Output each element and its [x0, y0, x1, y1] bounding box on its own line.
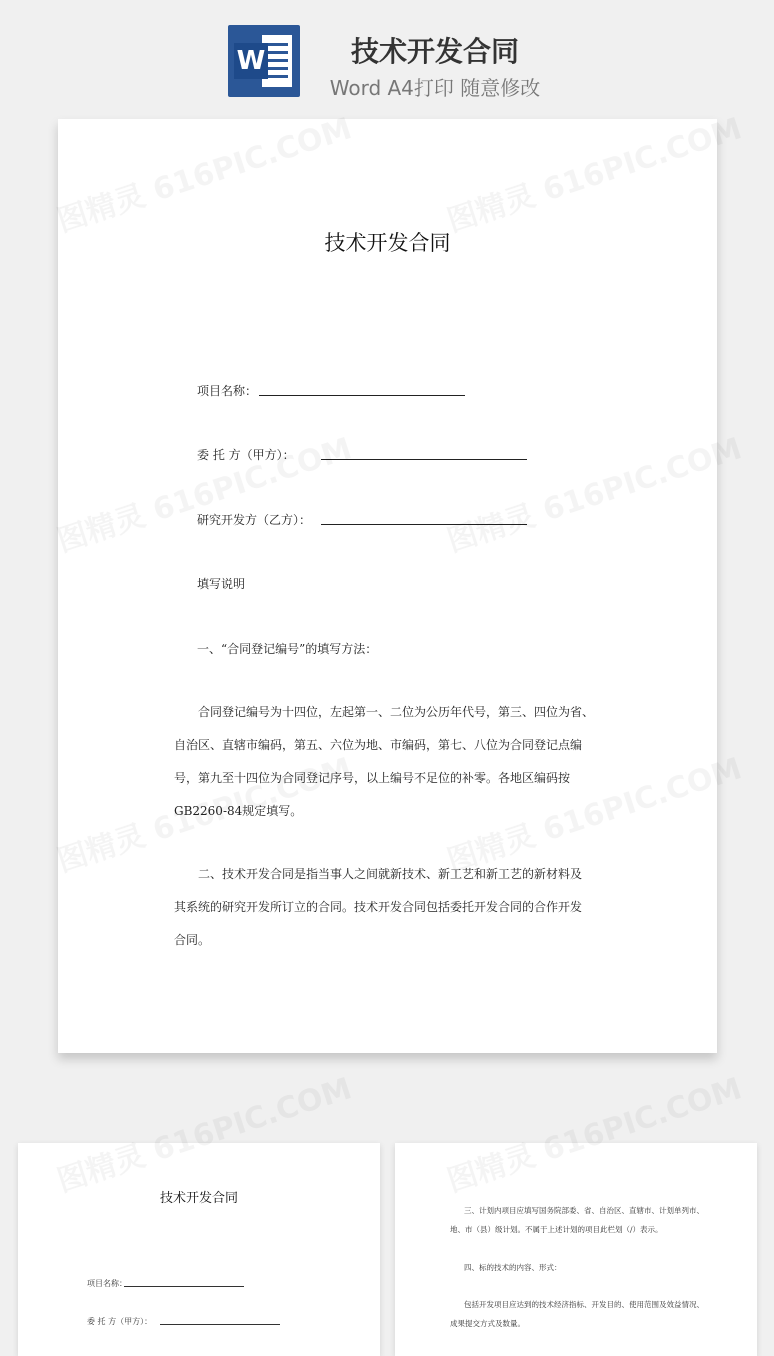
thumbnail-section4-heading: 四、标的技术的内容、形式： [464, 1263, 562, 1272]
word-document-icon [228, 25, 300, 97]
thumbnail-project-name-label: 项目名称： [87, 1279, 127, 1288]
thumbnail-title: 技术开发合同 [159, 1191, 238, 1206]
thumbnail-paragraph [450, 1295, 710, 1333]
document-line-shape [266, 75, 288, 78]
paragraph-line: 合同。 [174, 933, 211, 947]
thumbnail-project-name-blank [124, 1286, 244, 1287]
paragraph-line: 三、计划内项目应填写国务院部委、省、自治区、直辖市、计划单列市、 [464, 1206, 704, 1215]
fill-instructions-heading: 填写说明 [197, 577, 246, 591]
paragraph-line: GB2260-84规定填写。 [174, 804, 303, 818]
developer-party-label: 研究开发方（乙方）： [197, 513, 312, 527]
thumbnail-client-party-blank [160, 1324, 280, 1325]
document-line-shape [266, 59, 288, 62]
paragraph-line: 合同登记编号为十四位，左起第一、二位为公历年代号，第三、四位为省、 [198, 705, 595, 719]
client-party-blank [321, 459, 527, 460]
developer-party-blank [321, 524, 527, 525]
section1-heading: 一、“合同登记编号”的填写方法： [197, 642, 378, 656]
document-line-shape [266, 67, 288, 70]
paragraph-line: 包括开发项目应达到的技术经济指标、开发目的、使用范围及效益情况、 [464, 1300, 704, 1309]
section1-paragraph [174, 696, 604, 828]
document-line-shape [266, 43, 288, 46]
paragraph-line: 成果提交方式及数量。 [450, 1319, 525, 1328]
paragraph-line: 二、技术开发合同是指当事人之间就新技术、新工艺和新工艺的新材料及 [198, 867, 583, 881]
paragraph-line: 号，第九至十四位为合同登记序号，以上编号不足位的补零。各地区编码按 [174, 771, 571, 785]
header-subtitle: Word A4打印 随意修改 [329, 76, 541, 100]
paragraph-line: 其系统的研究开发所订立的合同。技术开发合同包括委托开发合同的合作开发 [174, 900, 583, 914]
document-title: 技术开发合同 [324, 231, 451, 255]
document-line-shape [266, 51, 288, 54]
word-logo-letter: W [234, 43, 268, 79]
paragraph-line: 自治区、直辖市编码，第五、六位为地、市编码，第七、八位为合同登记点编 [174, 738, 583, 752]
project-name-label: 项目名称： [197, 384, 258, 398]
thumbnail-page-2[interactable] [395, 1143, 757, 1356]
thumbnail-client-party-label: 委 托 方（甲方）： [87, 1317, 153, 1326]
document-page [58, 119, 717, 1053]
header-title: 技术开发合同 [350, 35, 519, 68]
paragraph-line: 地、市（县）级计划。不属于上述计划的项目此栏划（/）表示。 [450, 1225, 663, 1234]
project-name-blank [259, 395, 465, 396]
header [0, 0, 774, 110]
section2-paragraph [174, 858, 604, 957]
thumbnail-page-1[interactable] [18, 1143, 380, 1356]
client-party-label: 委 托 方（甲方）： [197, 448, 295, 462]
thumbnail-paragraph [450, 1201, 710, 1239]
